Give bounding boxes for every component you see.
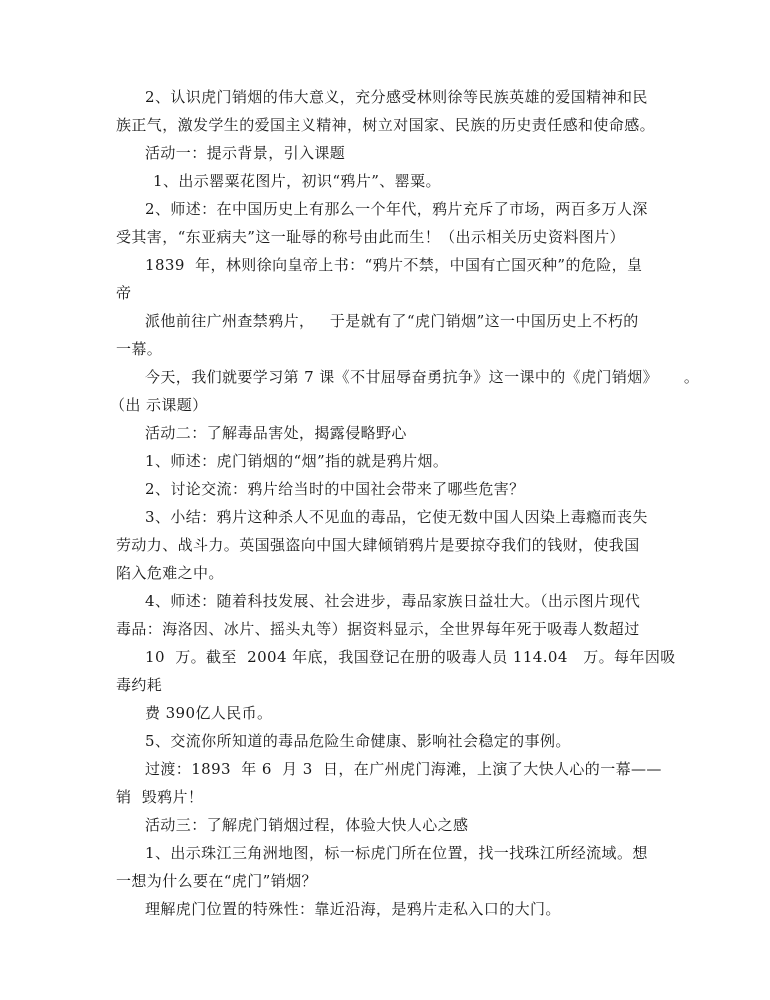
text-line: 一幕。	[116, 340, 163, 358]
text-line: 1、出示珠江三角洲地图，标一标虎门所在位置，找一找珠江所经流域。想	[145, 844, 648, 862]
text-line: 过渡：1893 年 6 月 3 日，在广州虎门海滩，上演了大快人心的一幕——	[145, 760, 662, 778]
text-line: 理解虎门位置的特殊性：靠近沿海，是鸦片走私入口的大门。	[145, 900, 561, 918]
text-line: 10 万。截至 2004 年底，我国登记在册的吸毒人员 114.04 万。每年因吸	[145, 648, 676, 666]
text-line: 3、小结：鸦片这种杀人不见血的毒品，它使无数中国人因染上毒瘾而丧失	[145, 508, 648, 526]
text-line: 毒约耗	[116, 676, 163, 694]
text-line: 活动一：提示背景，引入课题	[145, 144, 346, 162]
text-line: 今天，我们就要学习第 7 课《不甘屈辱奋勇抗争》这一课中的《虎门销烟》 。	[145, 368, 700, 386]
text-line: 5、交流你所知道的毒品危险生命健康、影响社会稳定的事例。	[145, 732, 571, 750]
text-line: 1、师述：虎门销烟的“烟”指的就是鸦片烟。	[145, 452, 449, 470]
text-line: 派他前往广州查禁鸦片， 于是就有了“虎门销烟”这一中国历史上不朽的	[145, 312, 639, 330]
text-line: 一想为什么要在“虎门”销烟？	[116, 872, 317, 890]
text-line: 费 390亿人民币。	[145, 704, 273, 722]
text-line: 2、师述：在中国历史上有那么一个年代，鸦片充斥了市场，两百多万人深	[145, 200, 648, 218]
text-line: 1、出示罂粟花图片，初识“鸦片”、罂粟。	[153, 172, 441, 190]
text-line: 2、讨论交流：鸦片给当时的中国社会带来了哪些危害？	[145, 480, 525, 498]
text-line: 活动二：了解毒品害处，揭露侵略野心	[145, 424, 407, 442]
text-line: 劳动力、战斗力。英国强盗向中国大肆倾销鸦片是要掠夺我们的钱财，使我国	[116, 536, 640, 554]
text-line: （出 示课题）	[110, 396, 208, 414]
text-line: 陷入危难之中。	[116, 564, 224, 582]
text-line: 2、认识虎门销烟的伟大意义，充分感受林则徐等民族英雄的爱国精神和民	[145, 88, 648, 106]
text-line: 帝	[116, 284, 132, 302]
text-line: 1839 年，林则徐向皇帝上书：“鸦片不禁，中国有亡国灭种”的危险，皇	[145, 256, 643, 274]
text-line: 4、师述：随着科技发展、社会进步，毒品家族日益壮大。（出示图片现代	[145, 592, 641, 610]
text-line: 销 毁鸦片！	[116, 788, 204, 806]
text-line: 受其害，“东亚病夫”这一耻辱的称号由此而生！（出示相关历史资料图片）	[116, 228, 625, 246]
text-line: 毒品：海洛因、冰片、摇头丸等）据资料显示，全世界每年死于吸毒人数超过	[116, 620, 640, 638]
text-line: 族正气，激发学生的爱国主义精神，树立对国家、民族的历史责任感和使命感。	[116, 116, 656, 134]
text-line: 活动三：了解虎门销烟过程，体验大快人心之感	[145, 816, 469, 834]
